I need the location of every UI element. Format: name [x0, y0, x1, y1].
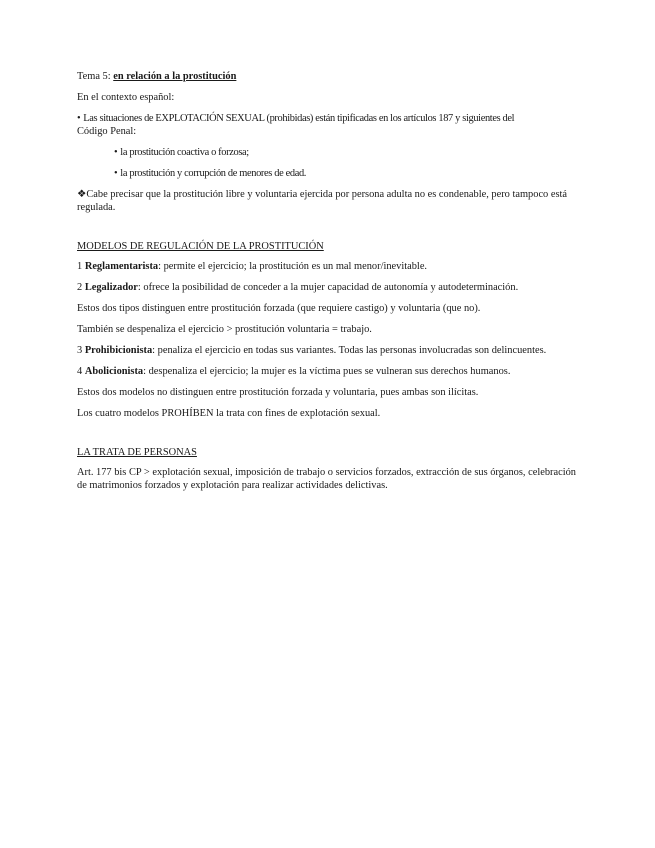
trata-heading: LA TRATA DE PERSONAS	[77, 447, 197, 458]
model-name: Reglamentarista	[84, 261, 159, 272]
model-name: Legalizador	[84, 282, 138, 293]
model-description: : despenaliza el ejercicio; la mujer es la víctima pues se vulneran sus derechos humanos.	[143, 366, 511, 377]
model-description: : ofrece la posibilidad de conceder a la mujer capacidad de autonomía y autodeterminación.	[137, 282, 519, 293]
model-description: : penaliza el ejercicio en todas sus variantes. Todas las personas involucradas son delincuentes.	[152, 345, 547, 356]
topic-line	[77, 70, 577, 83]
intro-text: En el contexto español:	[77, 92, 175, 103]
note-paragraph	[77, 188, 577, 214]
bullet-icon: •	[77, 113, 81, 124]
topic-title: en relación a la prostitución	[113, 71, 237, 82]
bullet-icon: •	[114, 168, 118, 179]
models-heading: MODELOS DE REGULACIÓN DE LA PROSTITUCIÓN	[77, 241, 324, 252]
models-comment-2: También se despenaliza el ejercicio > prostitución voluntaria = trabajo.	[77, 324, 372, 335]
model-number: 1	[77, 261, 83, 272]
model-number: 3	[77, 345, 83, 356]
model-item-1	[77, 260, 577, 273]
diamond-bullet-icon: ❖	[77, 189, 87, 200]
model-name: Abolicionista	[84, 366, 144, 377]
main-bullet	[77, 112, 577, 138]
sub-bullet-1	[77, 146, 577, 159]
models-comment-1: Estos dos tipos distinguen entre prostitución forzada (que requiere castigo) y voluntaria (que no).	[77, 303, 481, 314]
sub-bullet-text: la prostitución coactiva o forzosa;	[120, 147, 249, 158]
bullet-icon: •	[114, 147, 118, 158]
model-description: : permite el ejercicio; la prostitución es un mal menor/inevitable.	[158, 261, 428, 272]
sub-bullet-2	[77, 167, 577, 180]
main-bullet-text: Las situaciones de EXPLOTACIÓN SEXUAL (prohibidas) están tipificadas en los artículos 187 y siguientes del	[83, 113, 515, 124]
main-bullet-text-line	[77, 113, 514, 124]
sub-bullet-text: la prostitución y corrupción de menores de edad.	[120, 168, 307, 179]
main-bullet-continuation: Código Penal:	[77, 126, 137, 137]
document-page	[77, 70, 577, 500]
model-item-2	[77, 281, 577, 294]
models-comment-3: Estos dos modelos no distinguen entre prostitución forzada y voluntaria, pues ambas son ilícitas.	[77, 387, 479, 398]
models-comment-4: Los cuatro modelos PROHÍBEN la trata con fines de explotación sexual.	[77, 408, 381, 419]
trata-text: Art. 177 bis CP > explotación sexual, imposición de trabajo o servicios forzados, extracción de sus órganos, celebración de matrimonios forzados y explotación para realizar actividades delictivas.	[77, 467, 576, 491]
model-item-3	[77, 344, 577, 357]
note-text: Cabe precisar que la prostitución libre y voluntaria ejercida por persona adulta no es condenable, pero tampoco está regulada.	[77, 189, 568, 213]
model-number: 2	[77, 282, 83, 293]
topic-prefix: Tema 5:	[77, 71, 111, 82]
model-name: Prohibicionista	[84, 345, 153, 356]
model-number: 4	[77, 366, 83, 377]
model-item-4	[77, 365, 577, 378]
